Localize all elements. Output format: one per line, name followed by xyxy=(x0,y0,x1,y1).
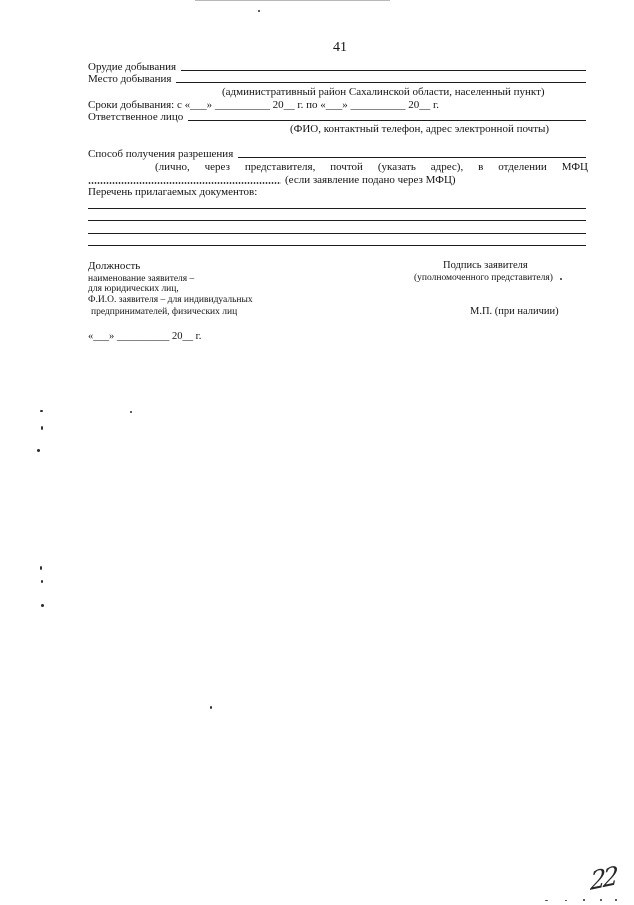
scan-speck xyxy=(41,604,44,607)
position-note: наименование заявителя – xyxy=(88,274,195,284)
position-note: Ф.И.О. заявителя – для индивидуальных xyxy=(88,295,253,305)
responsible-hint: (ФИО, контактный телефон, адрес электронной почты) xyxy=(290,123,550,135)
scan-speck xyxy=(583,899,585,901)
method-hint: (лично, через представителя, почтой (указать адрес), в отделении МФЦ xyxy=(155,161,588,173)
period-line: Сроки добывания: с «___» __________ 20__ г. по «___» __________ 20__ г. xyxy=(88,99,440,111)
mfc-row xyxy=(88,174,456,186)
scan-speck xyxy=(258,10,260,12)
place-fill-line xyxy=(176,82,586,83)
scan-speck xyxy=(600,899,602,901)
mfc-note: (если заявление подано через МФЦ) xyxy=(285,174,456,186)
tool-label: Орудие добывания xyxy=(88,61,177,73)
tool-fill-line xyxy=(181,70,586,71)
handwritten-page-mark: 22 xyxy=(589,860,617,897)
scan-speck xyxy=(40,410,43,412)
scan-speck xyxy=(565,900,567,901)
scan-speck xyxy=(130,411,132,413)
documents-line xyxy=(88,245,586,246)
position-label: Должность xyxy=(88,260,141,272)
scan-speck xyxy=(37,449,40,452)
documents-line xyxy=(88,233,586,234)
seal-label: М.П. (при наличии) xyxy=(470,306,559,317)
position-note: для юридических лиц, xyxy=(88,284,179,294)
page-number: 41 xyxy=(333,40,347,55)
responsible-fill-line xyxy=(188,120,586,121)
scan-speck xyxy=(560,278,562,280)
signature-hint: (уполномоченного представителя) xyxy=(414,273,553,283)
position-note: предпринимателей, физических лиц xyxy=(91,307,238,317)
place-row xyxy=(88,73,586,85)
documents-line xyxy=(88,208,586,209)
responsible-row xyxy=(88,111,586,123)
scan-speck xyxy=(210,706,212,709)
signature-label: Подпись заявителя xyxy=(443,260,528,271)
scan-speck xyxy=(40,566,42,570)
scan-speck xyxy=(615,899,617,901)
scan-top-edge xyxy=(195,0,390,1)
method-row xyxy=(88,148,586,160)
place-label: Место добывания xyxy=(88,73,172,85)
scan-speck xyxy=(41,580,43,583)
tool-row xyxy=(88,61,586,73)
method-label: Способ получения разрешения xyxy=(88,148,234,160)
scan-speck xyxy=(41,426,43,430)
documents-label: Перечень прилагаемых документов: xyxy=(88,186,258,198)
method-fill-line xyxy=(238,157,586,158)
date-line: «___» __________ 20__ г. xyxy=(88,331,202,342)
responsible-label: Ответственное лицо xyxy=(88,111,184,123)
place-hint: (административный район Сахалинской области, населенный пункт) xyxy=(222,86,545,98)
documents-line xyxy=(88,220,586,221)
scan-speck xyxy=(545,900,548,901)
dotted-leader xyxy=(88,182,281,184)
